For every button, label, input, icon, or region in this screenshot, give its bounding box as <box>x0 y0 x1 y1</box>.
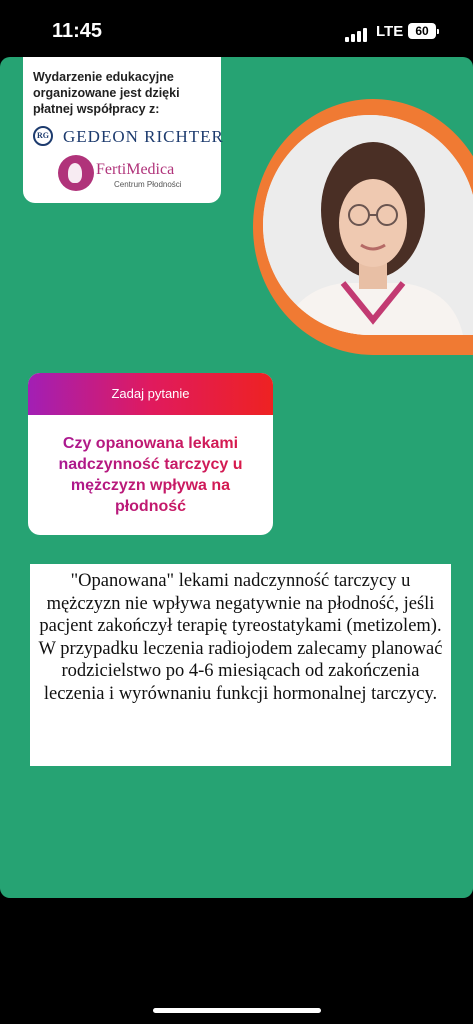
sponsor-text: Wydarzenie edukacyjne organizowane jest dzięki płatnej współpracy z: <box>33 70 180 116</box>
gedeon-richter-name: GEDEON RICHTER <box>63 127 224 146</box>
question-sticker[interactable] <box>28 373 273 535</box>
battery-icon: 60 <box>408 23 436 39</box>
fertimedica-subtitle: Centrum Płodności <box>114 180 182 189</box>
gedeon-richter-monogram: RG <box>33 126 53 146</box>
battery-tip <box>437 29 439 34</box>
gedeon-richter-logo <box>33 124 224 150</box>
sponsor-card <box>23 57 224 203</box>
status-time: 11:45 <box>52 20 103 42</box>
fertimedica-icon <box>58 155 94 191</box>
network-label: LTE <box>376 23 404 40</box>
question-text: Czy opanowana lekami nadczynność tarczycy u mężczyzn wpływa na płodność <box>28 415 273 517</box>
signal-icon <box>345 28 371 42</box>
status-bar <box>0 0 473 60</box>
answer-box <box>30 564 451 766</box>
home-indicator[interactable] <box>153 1008 321 1013</box>
doctor-photo <box>263 115 473 335</box>
answer-text: "Opanowana" lekami nadczynność tarczycy u mężczyzn nie wpływa negatywnie na płodność, jeśli pacjent zakończył terapię tyreostatykami (metizolem). W przypadku leczenia radiojodem zalecamy planować rodzicielstwo po 4-6 miesiącach od zakończenia leczenia i wyrównaniu funkcji hormonalnej tarczycy. <box>38 571 443 704</box>
fertimedica-logo <box>58 155 208 195</box>
question-header: Zadaj pytanie <box>28 373 273 415</box>
story-content[interactable] <box>0 57 473 898</box>
fertimedica-name: FertiMedica <box>96 161 175 178</box>
